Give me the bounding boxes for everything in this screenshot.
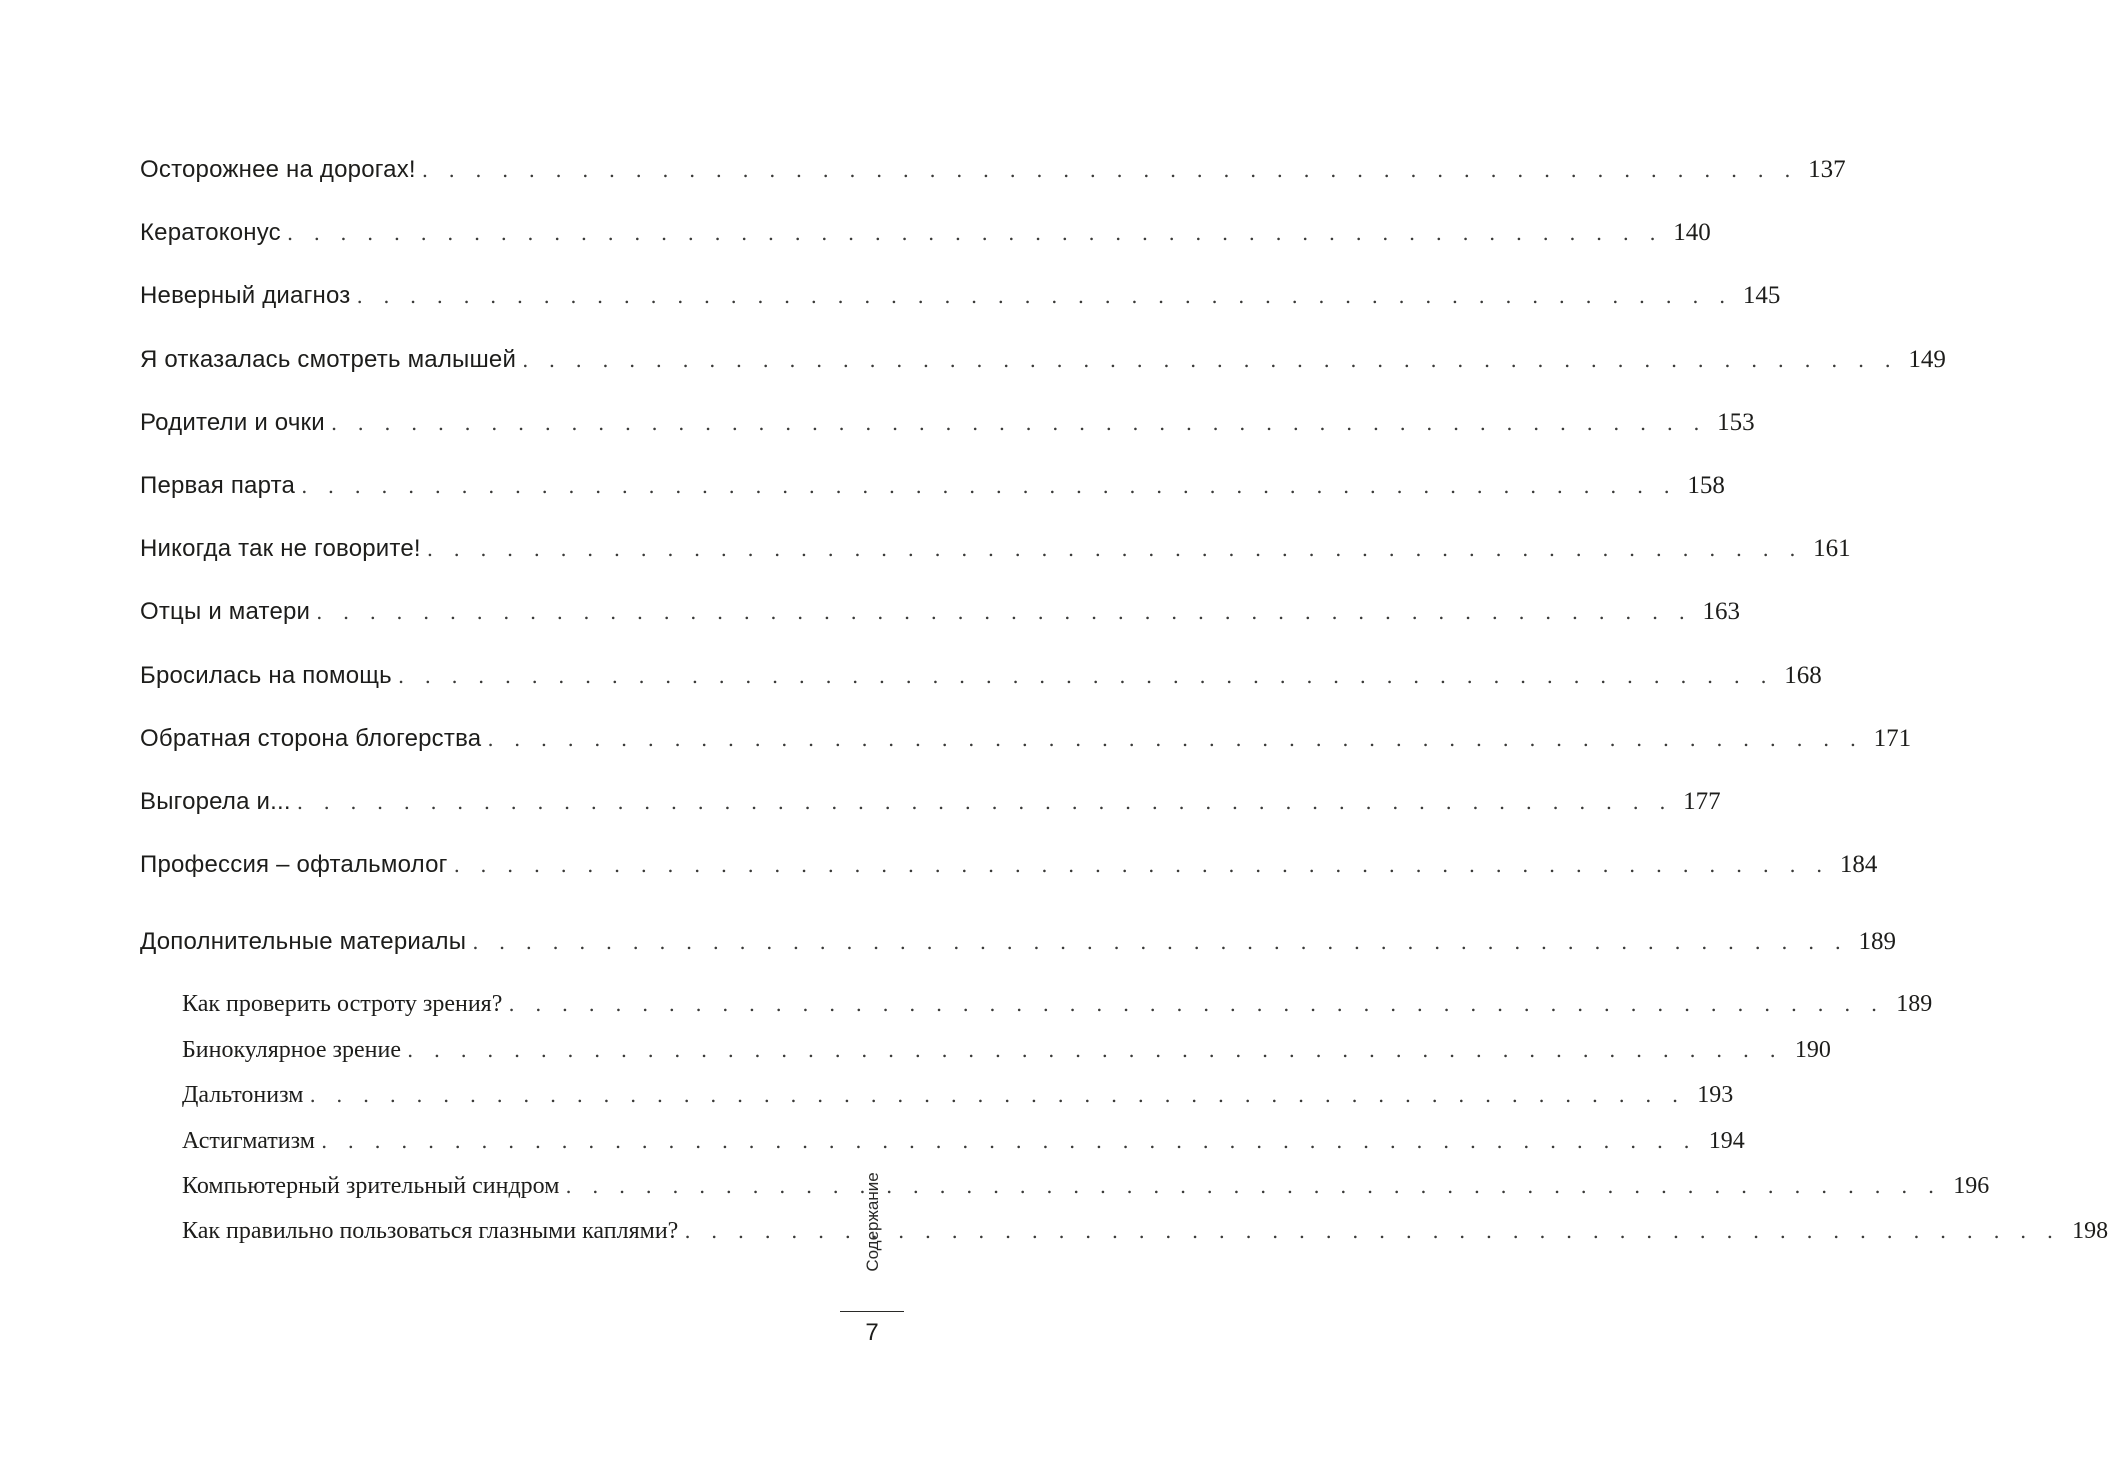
toc-entry-title: Обратная сторона блогерства [140, 724, 482, 752]
toc-entry-page: 184 [1839, 851, 1878, 879]
toc-leader: . . . . . . . . . . . . . . . . . . . . . . . . . . . . . . . . . . . . . . . . . . . . . . . . . . . . [472, 930, 1849, 955]
toc-entry-page: 189 [1858, 928, 1897, 956]
toc-entry-title: Дополнительные материалы [140, 928, 467, 956]
toc-subentry-title: Как проверить остроту зрения? [182, 991, 503, 1018]
toc-entry-page: 163 [1702, 598, 1740, 626]
toc-leader: . . . . . . . . . . . . . . . . . . . . . . . . . . . . . . . . . . . . . . . . . . . . . . . . . . . . [421, 158, 1798, 182]
toc-leader: . . . . . . . . . . . . . . . . . . . . . . . . . . . . . . . . . . . . . . . . . . . . . . . . . . . . [565, 1174, 1942, 1198]
toc-entry-page: 149 [1908, 345, 1946, 373]
toc-leader: . . . . . . . . . . . . . . . . . . . . . . . . . . . . . . . . . . . . . . . . . . . . . . . . . . . . [426, 537, 1803, 562]
section-label: Содержание [863, 1172, 882, 1272]
toc-entry [140, 408, 1755, 472]
toc-entry-title: Бросилась на помощь [140, 661, 392, 689]
toc-subentry [140, 1173, 1990, 1218]
toc-subentry-title: Дальтонизм [182, 1082, 304, 1109]
toc-entry-title: Осторожнее на дорогах! [140, 156, 416, 183]
toc-entry-title: Кератоконус [140, 219, 281, 247]
toc-entry-title: Родители и очки [140, 408, 325, 436]
toc-entry-page: 177 [1683, 787, 1721, 815]
toc-leader: . . . . . . . . . . . . . . . . . . . . . . . . . . . . . . . . . . . . . . . . . . . . . . . . . . . . [508, 992, 1885, 1017]
toc-subentry-title: Как правильно пользоваться глазными каплями? [182, 1218, 679, 1245]
toc-entry-title: Выгорела и... [140, 787, 291, 815]
toc-leader: . . . . . . . . . . . . . . . . . . . . . . . . . . . . . . . . . . . . . . . . . . . . . . . . . . . . [522, 347, 1898, 372]
toc-subentry-page: 193 [1697, 1082, 1734, 1109]
toc-subentry [140, 1127, 1745, 1173]
toc-leader: . . . . . . . . . . . . . . . . . . . . . . . . . . . . . . . . . . . . . . . . . . . . . . . . . . . . [684, 1219, 2061, 1244]
toc-subentry-page: 196 [1953, 1173, 1990, 1199]
toc-leader: . . . . . . . . . . . . . . . . . . . . . . . . . . . . . . . . . . . . . . . . . . . . . . . . . . . . [309, 1083, 1686, 1108]
toc-leader: . . . . . . . . . . . . . . . . . . . . . . . . . . . . . . . . . . . . . . . . . . . . . . . . . . . . [407, 1037, 1783, 1062]
toc-entry [140, 851, 1878, 914]
toc-entry [140, 661, 1822, 725]
toc-entry [140, 345, 1946, 409]
toc-leader: . . . . . . . . . . . . . . . . . . . . . . . . . . . . . . . . . . . . . . . . . . . . . . . . . . . . [356, 284, 1733, 309]
page-number: 7 [865, 1319, 879, 1346]
folio-rule [840, 1311, 904, 1312]
toc-subentry [140, 1082, 1734, 1127]
toc-entry [140, 282, 1781, 345]
toc-entry-page: 140 [1673, 219, 1711, 247]
toc-entry-page: 158 [1687, 471, 1725, 499]
toc-entry-title: Первая парта [140, 471, 296, 499]
toc-leader: . . . . . . . . . . . . . . . . . . . . . . . . . . . . . . . . . . . . . . . . . . . . . . . . . . . . [453, 853, 1830, 878]
toc-entry-title: Никогда так не говорите! [140, 535, 421, 563]
toc-subentry [140, 991, 1933, 1036]
toc-leader: . . . . . . . . . . . . . . . . . . . . . . . . . . . . . . . . . . . . . . . . . . . . . . . . . . . . [301, 473, 1677, 498]
toc-entry [140, 724, 1912, 788]
toc-entry [140, 156, 1846, 219]
toc-leader: . . . . . . . . . . . . . . . . . . . . . . . . . . . . . . . . . . . . . . . . . . . . . . . . . . . . [286, 221, 1663, 246]
toc-entry-page: 145 [1742, 282, 1781, 310]
toc-leader: . . . . . . . . . . . . . . . . . . . . . . . . . . . . . . . . . . . . . . . . . . . . . . . . . . . . [487, 726, 1864, 751]
toc-entry-page: 153 [1717, 408, 1755, 436]
toc-entry-title: Отцы и матери [140, 598, 311, 626]
toc-leader: . . . . . . . . . . . . . . . . . . . . . . . . . . . . . . . . . . . . . . . . . . . . . . . . . . . . [296, 789, 1673, 814]
toc-entry [140, 219, 1711, 282]
toc-subentry-title: Бинокулярное зрение [182, 1036, 402, 1063]
toc-entry-page: 171 [1873, 724, 1912, 752]
toc-leader: . . . . . . . . . . . . . . . . . . . . . . . . . . . . . . . . . . . . . . . . . . . . . . . . . . . . [320, 1128, 1697, 1153]
toc-leader: . . . . . . . . . . . . . . . . . . . . . . . . . . . . . . . . . . . . . . . . . . . . . . . . . . . . [316, 600, 1692, 625]
toc-entry [140, 535, 1851, 598]
toc-entry [140, 598, 1740, 661]
toc-leader: . . . . . . . . . . . . . . . . . . . . . . . . . . . . . . . . . . . . . . . . . . . . . . . . . . . . [397, 663, 1774, 688]
toc-subentry-page: 194 [1708, 1127, 1745, 1154]
toc-entry-page: 161 [1813, 535, 1851, 563]
toc-entry-title: Неверный диагноз [140, 282, 351, 310]
toc-entry [140, 787, 1721, 851]
toc-subentry [140, 1036, 1831, 1082]
running-header-vertical [859, 1160, 887, 1285]
toc-subentry-page: 190 [1794, 1036, 1831, 1063]
toc-entry-title: Я отказалась смотреть малышей [140, 345, 517, 373]
toc-subentry-page: 189 [1896, 991, 1933, 1018]
toc-entry-title: Профессия – офтальмолог [140, 851, 448, 879]
toc-entry-page: 168 [1784, 661, 1822, 689]
toc-entry-appendix [140, 928, 1897, 991]
toc-entry [140, 471, 1725, 535]
toc-subentry [140, 1218, 2108, 1263]
toc-leader: . . . . . . . . . . . . . . . . . . . . . . . . . . . . . . . . . . . . . . . . . . . . . . . . . . . . [330, 410, 1707, 435]
toc-subentry-title: Компьютерный зрительный синдром [182, 1173, 560, 1199]
toc-subentry-title: Астигматизм [182, 1127, 315, 1154]
toc-entry-page: 137 [1808, 156, 1846, 183]
toc-subentry-page: 198 [2072, 1218, 2108, 1245]
